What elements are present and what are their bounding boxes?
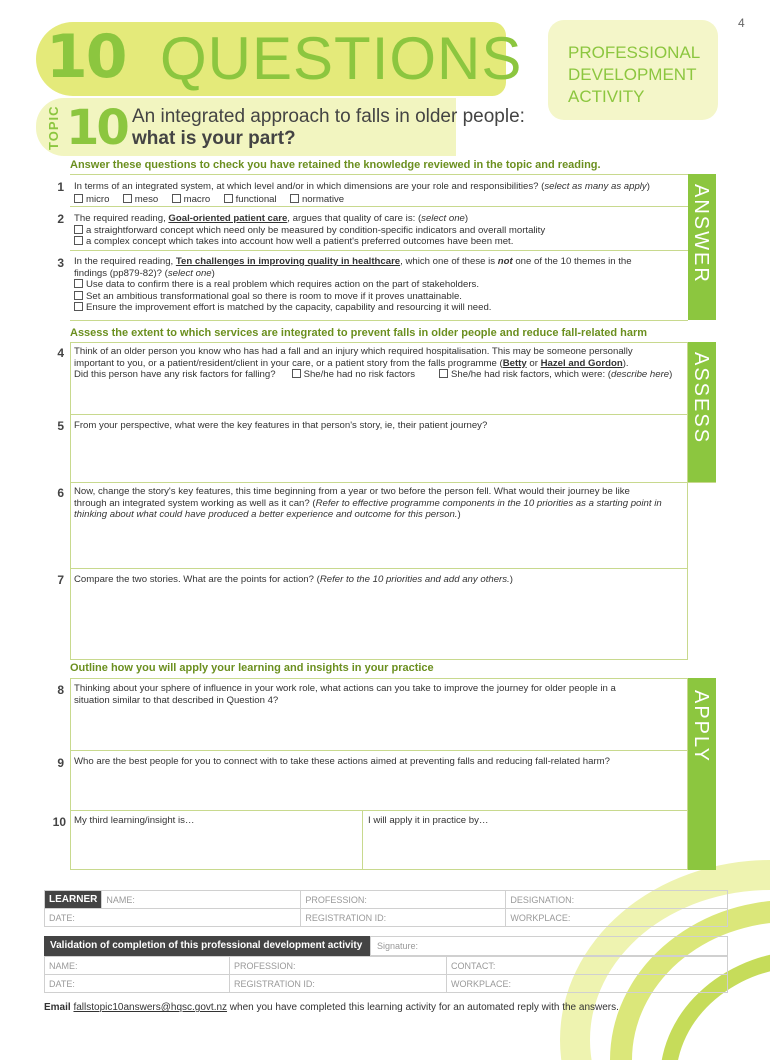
question-number: 8 — [57, 683, 64, 697]
question-number: 4 — [57, 346, 64, 360]
divider — [70, 568, 688, 569]
assess-section-intro: Assess the extent to which services are integrated to prevent falls in older people and reduce fall-related harm — [70, 327, 648, 339]
divider — [70, 482, 716, 483]
question-10-right[interactable]: I will apply it in practice by… — [368, 815, 489, 826]
topic-label: TOPIC — [46, 105, 61, 150]
validator-date-field[interactable]: DATE: — [45, 975, 230, 993]
divider — [70, 810, 688, 811]
divider — [70, 250, 688, 251]
question-8: Thinking about your sphere of influence in your work role, what actions can you take to improve the journey for older people in a situation similar to that described in Question 4? — [74, 683, 616, 706]
question-5: From your perspective, what were the key features in that person's story, ie, their patient journey? — [74, 420, 488, 431]
checkbox-macro[interactable]: macro — [172, 194, 211, 205]
question-6: Now, change the story's key features, this time beginning from a year or two before the person fell. What would their journey be like through an integrated system working as well as it can? (Refer to effective programme components in the 10 priorities as a starting point in thinking about what could have produced a better experience and outcome for this person.) — [74, 486, 662, 520]
question-1: In terms of an integrated system, at which level and/or in which dimensions are your role and responsibilities? (select as many as apply) micro meso macro functional normative — [74, 181, 650, 205]
checkbox-normative[interactable]: normative — [290, 194, 344, 205]
validator-workplace-field[interactable]: WORKPLACE: — [447, 975, 728, 993]
page-title: QUESTIONS — [160, 25, 523, 92]
learner-profession-field[interactable]: PROFESSION: — [301, 891, 506, 909]
divider — [70, 320, 688, 321]
divider — [70, 174, 688, 175]
validation-title: Validation of completion of this professional development activity — [44, 936, 370, 956]
assess-tab: ASSESS — [688, 342, 716, 482]
learner-designation-field[interactable]: DESIGNATION: — [506, 891, 728, 909]
pda-label: PROFESSIONAL DEVELOPMENT ACTIVITY — [568, 43, 701, 106]
question-number: 9 — [57, 756, 64, 770]
validator-registration-field[interactable]: REGISTRATION ID: — [230, 975, 447, 993]
validator-name-field[interactable]: NAME: — [45, 957, 230, 975]
question-3: In the required reading, Ten challenges in improving quality in healthcare, which one of these is not one of the 10 themes in the findings (pp879-82)? (select one) Use data to confirm there is a real problem which requires action on the part of stakeholders. Set an ambitious transformational goal so there is room to move if it proves unattainable. Ensure the improvement effort is matched by the capacity, capability and resourcing it will need. — [74, 256, 680, 314]
radio-option[interactable]: a complex concept which takes into account how well a patient's preferred outcomes have been met. — [74, 236, 680, 248]
question-number: 3 — [57, 256, 64, 270]
learner-form — [44, 890, 728, 927]
radio-option[interactable]: Use data to confirm there is a real problem which requires action on the part of stakeholders. — [74, 279, 680, 291]
checkbox-no-risk[interactable]: She/he had no risk factors — [292, 369, 415, 380]
footer: Email fallstopic10answers@hqsc.govt.nz when you have completed this learning activity for an automated reply with the answers. — [44, 1002, 619, 1013]
link-hazel-and-gordon[interactable]: Hazel and Gordon — [540, 357, 623, 369]
page-number: 4 — [738, 16, 745, 30]
subtitle-line2: what is your part? — [132, 128, 296, 149]
link-ten-challenges[interactable]: Ten challenges in improving quality in healthcare — [175, 256, 401, 267]
question-number: 2 — [57, 212, 64, 226]
checkbox-functional[interactable]: functional — [224, 194, 277, 205]
question-number: 1 — [57, 180, 64, 194]
question-7: Compare the two stories. What are the points for action? (Refer to the 10 priorities and add any others.) — [74, 574, 513, 585]
title-number: 10 — [46, 22, 126, 92]
learner-label: LEARNER — [45, 891, 102, 909]
question-9: Who are the best people for you to connect with to take these actions aimed at preventing falls and reducing fall-related harm? — [74, 756, 610, 767]
signature-field[interactable]: Signature: — [370, 936, 728, 956]
answer-field-9[interactable] — [70, 770, 688, 808]
radio-option[interactable]: Set an ambitious transformational goal so there is room to move if it proves unattainable. — [74, 291, 680, 303]
question-10-left[interactable]: My third learning/insight is… — [74, 815, 195, 826]
link-goal-oriented-patient-care[interactable]: Goal-oriented patient care — [168, 213, 288, 224]
learner-registration-field[interactable]: REGISTRATION ID: — [301, 909, 506, 927]
question-number: 5 — [57, 419, 64, 433]
answer-field-5[interactable] — [70, 432, 688, 480]
question-number: 7 — [57, 573, 64, 587]
answer-field-6[interactable] — [70, 524, 688, 566]
divider — [362, 810, 363, 870]
apply-section-intro: Outline how you will apply your learning and insights in your practice — [70, 662, 434, 674]
subtitle-line1: An integrated approach to falls in older people: — [132, 106, 525, 127]
learner-name-field[interactable]: NAME: — [102, 891, 301, 909]
divider — [70, 206, 688, 207]
validator-profession-field[interactable]: PROFESSION: — [230, 957, 447, 975]
question-number: 10 — [52, 815, 66, 829]
question-2: The required reading, Goal-oriented patient care, argues that quality of care is: (select one) a straightforward concept which need only be measured by condition-specific indicators and overall mortality a complex concept which takes into account how well a patient's preferred outcomes have been met. — [74, 213, 680, 248]
checkbox-risk[interactable]: She/he had risk factors, which were: (describe here) — [439, 369, 672, 380]
learner-date-field[interactable]: DATE: — [45, 909, 301, 927]
answer-field-7[interactable] — [70, 588, 688, 658]
apply-tab: APPLY — [688, 678, 716, 870]
question-number: 6 — [57, 486, 64, 500]
email-link[interactable]: fallstopic10answers@hqsc.govt.nz — [73, 1002, 228, 1013]
answer-tab: ANSWER — [688, 174, 716, 320]
divider — [70, 750, 688, 751]
link-betty[interactable]: Betty — [502, 357, 527, 369]
topic-number: 10 — [66, 100, 127, 156]
answer-field-8[interactable] — [70, 708, 688, 748]
answer-section-intro: Answer these questions to check you have retained the knowledge reviewed in the topic and reading. — [70, 159, 601, 171]
validator-contact-field[interactable]: CONTACT: — [447, 957, 728, 975]
radio-option[interactable]: a straightforward concept which need only be measured by condition-specific indicators and overall mortality — [74, 225, 680, 237]
divider — [70, 414, 688, 415]
checkbox-meso[interactable]: meso — [123, 194, 158, 205]
learner-workplace-field[interactable]: WORKPLACE: — [506, 909, 728, 927]
checkbox-micro[interactable]: micro — [74, 194, 109, 205]
question-4: Think of an older person you know who has had a fall and an injury which required hospitalisation. This may be someone personally important to you, or a patient/resident/client in your care, or a patient story from the falls programme (Betty or Hazel and Gordon). Did this person have any risk factors for falling? She/he had no risk factors She/he had risk factors, which were: (describe here) — [74, 346, 673, 380]
validation-form — [44, 956, 728, 993]
radio-option[interactable]: Ensure the improvement effort is matched by the capacity, capability and resourcing it will need. — [74, 302, 680, 314]
